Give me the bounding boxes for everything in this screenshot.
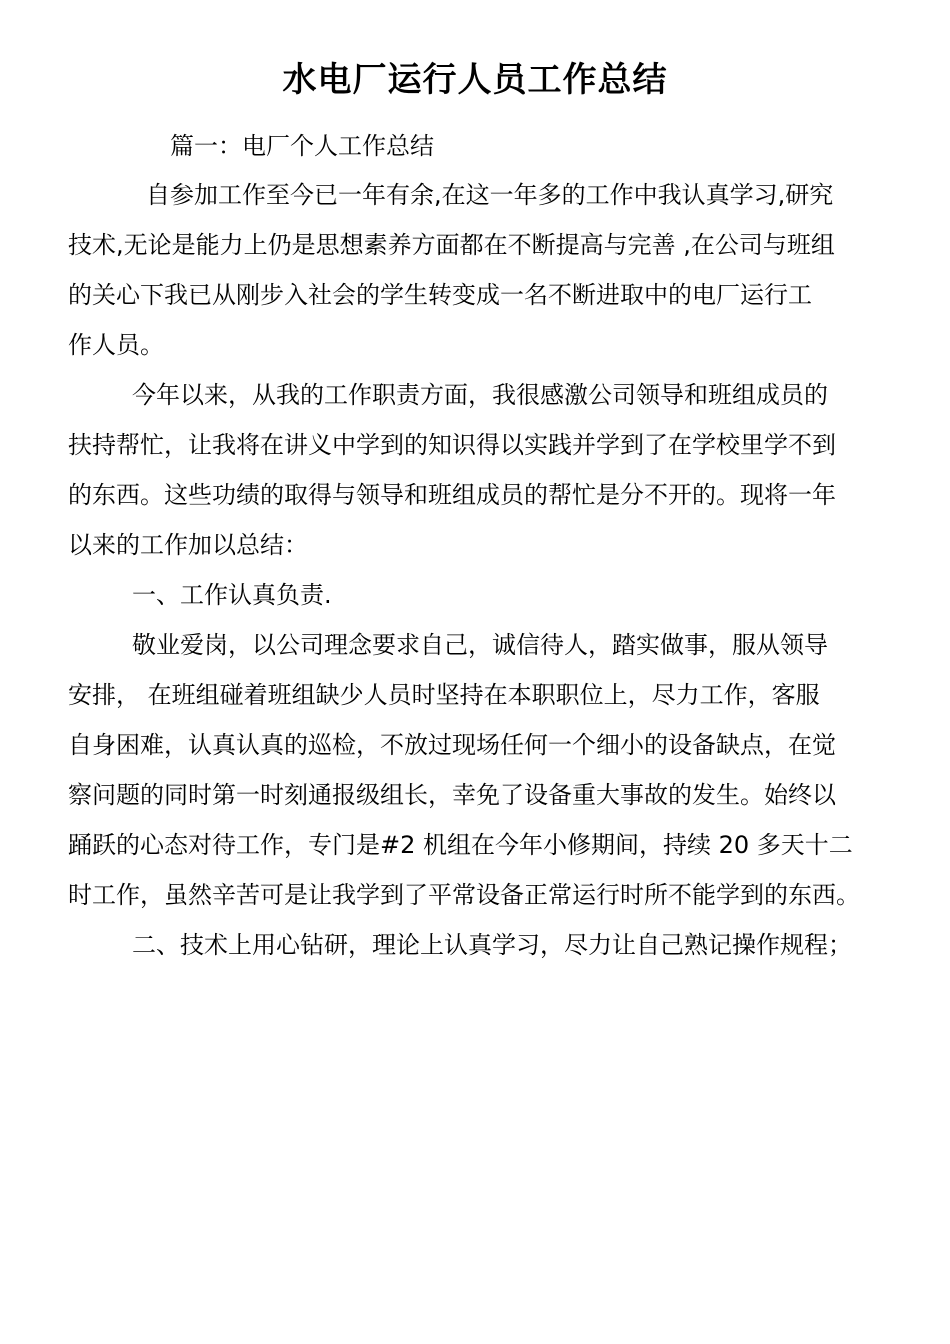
paragraph-line: 踊跃的心态对待工作，专门是#2 机组在今年小修期间，持续 20 多天十二 <box>68 831 853 859</box>
paragraph-line: 的关心下我已从刚步入社会的学生转变成一名不断进取中的电厂运行工 <box>68 281 812 309</box>
paragraph-line: 敬业爱岗，以公司理念要求自己，诚信待人，踏实做事，服从领导 <box>132 631 828 659</box>
document-subtitle: 篇一：电厂个人工作总结 <box>170 132 434 160</box>
document-title: 水电厂运行人员工作总结 <box>282 60 668 100</box>
section-heading: 一、工作认真负责. <box>132 581 332 609</box>
paragraph-line: 以来的工作加以总结： <box>68 531 308 559</box>
paragraph-line: 安排， 在班组碰着班组缺少人员时坚持在本职职位上，尽力工作，客服 <box>68 681 820 709</box>
paragraph-line: 的东西。这些功绩的取得与领导和班组成员的帮忙是分不开的。现将一年 <box>68 481 836 509</box>
paragraph-line: 自身困难，认真认真的巡检，不放过现场任何一个细小的设备缺点，在觉 <box>68 731 836 759</box>
paragraph-line: 技术,无论是能力上仍是思想素养方面都在不断提高与完善 ,在公司与班组 <box>68 231 835 259</box>
paragraph-line: 今年以来，从我的工作职责方面，我很感激公司领导和班组成员的 <box>132 381 828 409</box>
section-heading: 二、技术上用心钻研，理论上认真学习，尽力让自己熟记操作规程； <box>132 931 852 959</box>
paragraph-line: 作人员。 <box>68 331 164 359</box>
paragraph-line: 时工作，虽然辛苦可是让我学到了平常设备正常运行时所不能学到的东西。 <box>68 881 860 909</box>
paragraph-line: 扶持帮忙，让我将在讲义中学到的知识得以实践并学到了在学校里学不到 <box>68 431 836 459</box>
paragraph-line: 察问题的同时第一时刻通报级组长，幸免了设备重大事故的发生。始终以 <box>68 781 836 809</box>
paragraph-line: 自参加工作至今已一年有余,在这一年多的工作中我认真学习,研究 <box>146 181 834 209</box>
document-body <box>68 170 884 970</box>
